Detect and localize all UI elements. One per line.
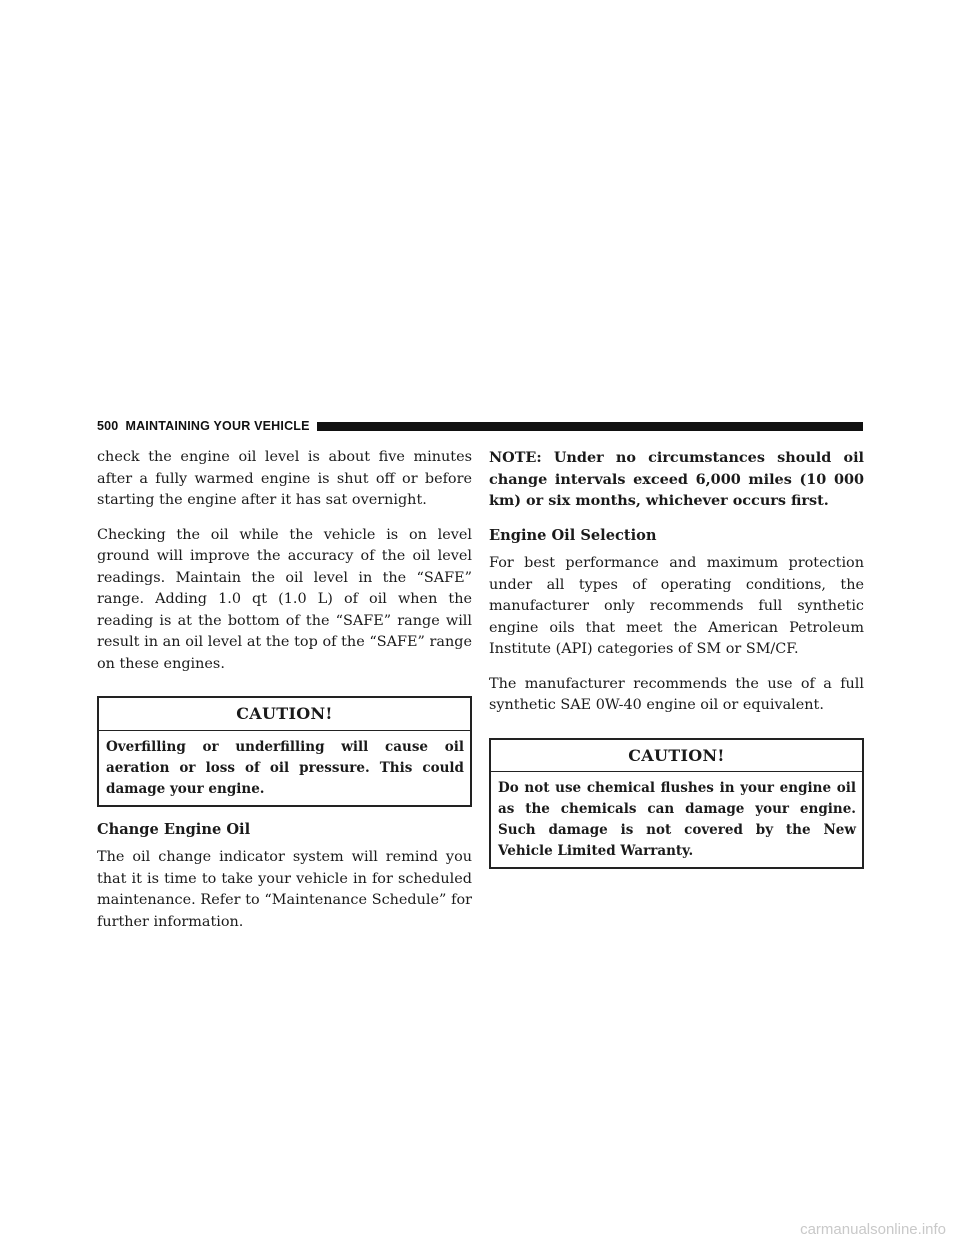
caution-box-chemical-flushes <box>489 738 864 870</box>
paragraph-oil-check-timing: check the engine oil level is about five minutes after a fully warmed engine is shut off or before starting the engine after it has sat overnight. <box>97 449 472 508</box>
watermark: carmanualsonline.info <box>800 1221 946 1238</box>
left-column <box>97 447 472 946</box>
header-rule <box>317 422 863 431</box>
heading-change-engine-oil: Change Engine Oil <box>97 820 251 838</box>
caution-text: Do not use chemical flushes in your engine oil as the chemicals can damage your engine. Such damage is not covered by the New Vehicle Limited Warranty. <box>498 780 856 859</box>
section-title: MAINTAINING YOUR VEHICLE <box>125 419 310 433</box>
page-number: 500 <box>97 419 119 433</box>
paragraph-sae-recommendation: The manufacturer recommends the use of a full synthetic SAE 0W-40 engine oil or equivalent. <box>489 675 864 713</box>
note-oil-change-interval: NOTE: Under no circumstances should oil change intervals exceed 6,000 miles (10 000 km) or six months, whichever occurs first. <box>489 449 864 509</box>
page-header <box>97 418 863 434</box>
caution-box-overfilling <box>97 696 472 807</box>
paragraph-synthetic-oils: For best performance and maximum protection under all types of operating conditions, the manufacturer only recommends full synthetic engine oils that meet the American Petroleum Institute (API) categories of SM or SM/CF. <box>489 555 864 657</box>
paragraph-oil-change-indicator: The oil change indicator system will remind you that it is time to take your vehicle in for scheduled maintenance. Refer to “Maintenance Schedule” for further information. <box>97 849 472 930</box>
paragraph-level-ground: Checking the oil while the vehicle is on level ground will improve the accuracy of the oil level readings. Maintain the oil level in the “SAFE” range. Adding 1.0 qt (1.0 L) of oil when the reading is at the bottom of the “SAFE” range will result in an oil level at the top of the “SAFE” range on these engines. <box>97 526 472 672</box>
caution-title: CAUTION! <box>99 698 470 731</box>
caution-title: CAUTION! <box>491 740 862 773</box>
heading-engine-oil-selection: Engine Oil Selection <box>489 526 657 544</box>
right-column <box>489 447 864 881</box>
caution-text: Overfilling or underfilling will cause oil aeration or loss of oil pressure. This could damage your engine. <box>106 738 464 797</box>
